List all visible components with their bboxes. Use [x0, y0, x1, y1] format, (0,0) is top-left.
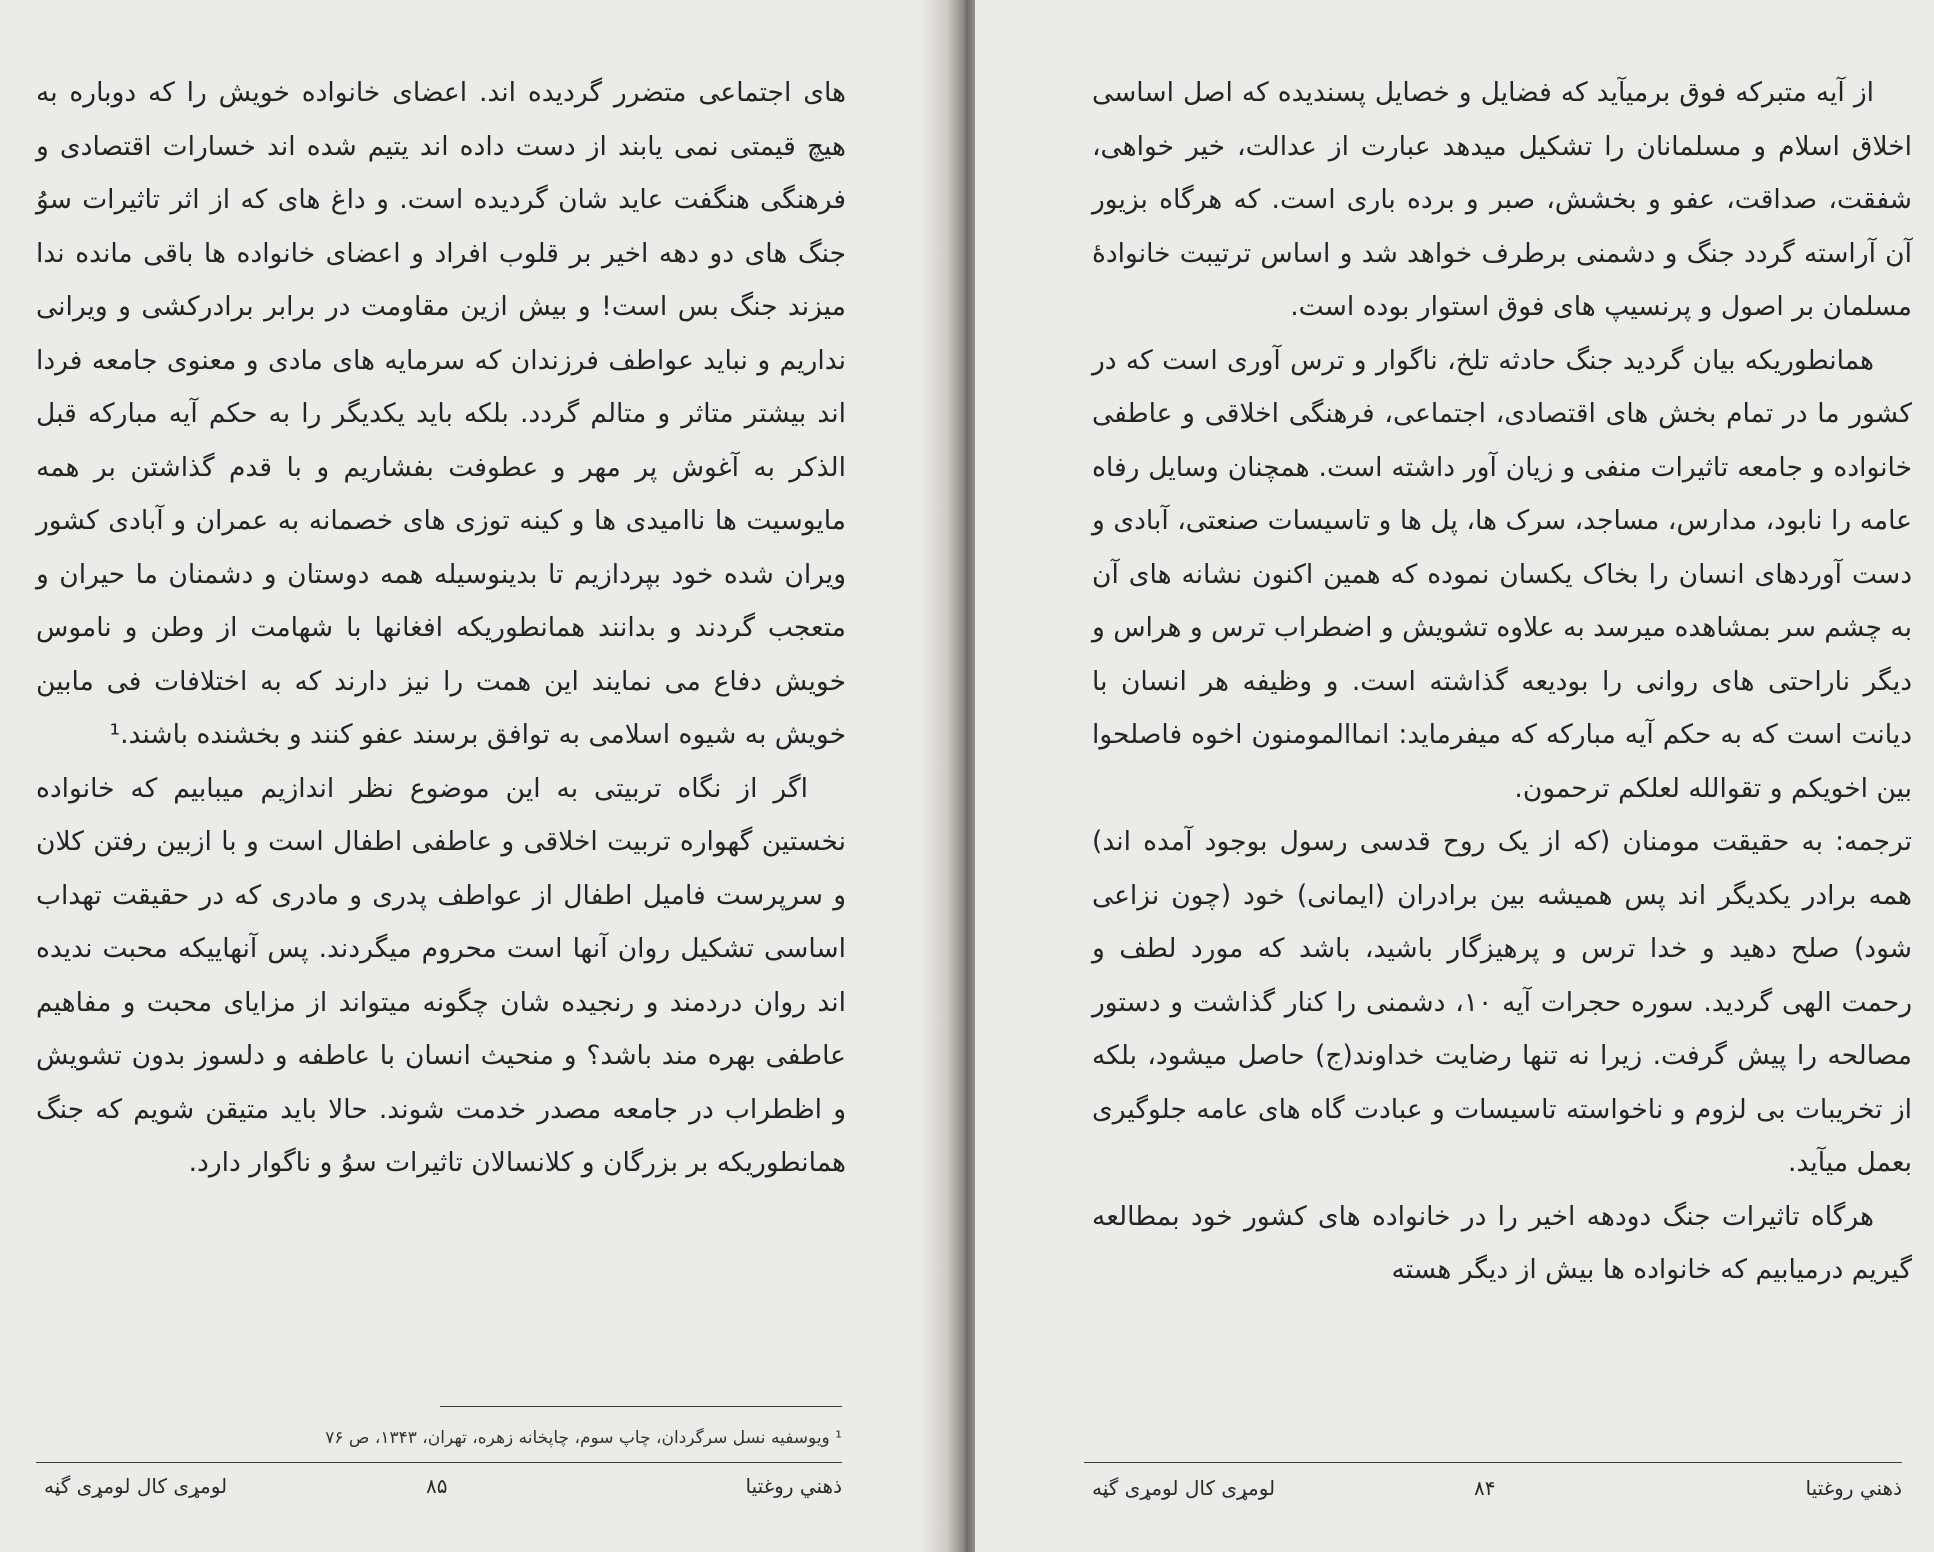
right-page-body: [1092, 66, 1912, 1297]
footnote-rule: [440, 1406, 842, 1407]
left-footer-rule: [36, 1462, 842, 1463]
left-page-body: [36, 66, 846, 1190]
right-paragraph-1: از آیه متبرکه فوق برمیآید که فضایل و خصایل پسندیده که اصل اساسی اخلاق اسلام و مسلمانان را تشکیل میدهد عبارت از عدالت، خیر خواهی، شفقت، صداقت، عفو و بخشش، صبر و برده باری است. که هرگاه بزیور آن آراسته گردد جنگ و دشمنی برطرف خواهد شد و اساس ترتیبت خانوادهٔ مسلمان بر اصول و پرنسیپ های فوق استوار بوده است.: [1092, 77, 1912, 322]
left-paragraph-1: های اجتماعی متضرر گردیده اند. اعضای خانواده خویش را که دوباره به هیچ قیمتی نمی یابند از دست داده اند یتیم شده اند خسارات اقتصادی و فرهنگی هنگفت عاید شان گردیده است. و داغ های که از اثر تاثیرات سوُ جنگ های دو دهه اخیر بر قلوب افراد و اعضای خانواده ها باقی مانده ندا میزند جنگ بس است! و بیش ازین مقاومت در برابر برادرکشی و ویرانی نداریم و نباید عواطف فرزندان که سرمایه های مادی و معنوی جامعه فردا اند بیشتر متاثر و متالم گردد. بلکه باید یکدیگر را به حکم آیه مبارکه قبل الذکر به آغوش پر مهر و عطوفت بفشاریم و با قدم گذاشتن بر همه مایوسیت ها ناامیدی ها و کینه توزی های خصمانه به عمران و آبادی کشور ویران شده خود بپردازیم تا بدینوسیله همه دوستان و دشمنان ما حیران و متعجب گردند و بدانند همانطوریکه افغانها با شهامت از وطن و ناموس خویش دفاع می نمایند این همت را نیز دارند که به اختلافات فی مابین خویش به شیوه اسلامی به توافق برسند عفو کنند و بخشنده باشند.¹: [36, 77, 846, 750]
left-page: [0, 0, 950, 1552]
right-footer: [1084, 1476, 1902, 1506]
left-footer-journal: ذهني روغتيا: [745, 1474, 842, 1498]
right-footer-title: لومړی کال لومړی گڼه: [1092, 1476, 1276, 1500]
right-footer-journal: ذهني روغتيا: [1805, 1476, 1902, 1500]
footnote: ¹ ویوسفیه نسل سرگردان، چاپ سوم، چاپخانه زهره، تهران، ۱۳۴۳، ص ۷۶: [325, 1428, 842, 1448]
right-page-number: ۸۴: [1474, 1476, 1496, 1500]
right-footer-rule: [1084, 1462, 1902, 1463]
left-footer-title: لومړی کال لومړی گڼه: [44, 1474, 228, 1498]
left-footer: [36, 1474, 842, 1504]
left-page-number: ۸۵: [426, 1474, 448, 1498]
right-paragraph-3: ترجمه: به حقیقت مومنان (که از یک روح قدسی رسول بوجود آمده اند) همه برادر یکدیگر اند پس همیشه بین برادران (ایمانی) خود (چون نزاعی شود) صلح دهید و خدا ترس و پرهیزگار باشید، باشد که مورد لطف و رحمت الهی گردید. سوره حجرات آیه ۱۰، دشمنی را کنار گذاشت و دستور مصالحه را پیش گرفت. زیرا نه تنها رضایت خداوند(ج) حاصل میشود، بلکه از تخریبات بی لزوم و ناخواسته تاسیسات و عبادت گاه های عامه جلوگیری بعمل میآید.: [1092, 826, 1912, 1178]
left-paragraph-2: اگر از نگاه تربیتی به این موضوع نظر اندازیم میبابیم که خانواده نخستین گهواره تربیت اخلاقی و عاطفی اطفال است و با ازبین رفتن کلان و سرپرست فامیل اطفال از عواطف پدری و مادری که در حقیقت تهداب اساسی تشکیل روان آنها است محروم میگردند. پس آنهاییکه محبت ندیده اند روان دردمند و رنجیده شان چگونه میتواند از مزایای محبت و مفاهیم عاطفی بهره مند باشد؟ و منحیث انسان با عاطفه و دلسوز بدون تشویش و اظطراب در جامعه مصدر خدمت شوند. حالا باید متیقن شویم که جنگ همانطوریکه بر بزرگان و کلانسالان تاثیرات سوُ و ناگوار دارد.: [36, 772, 846, 1178]
right-paragraph-4: هرگاه تاثیرات جنگ دودهه اخیر را در خانواده های کشور خود بمطالعه گیریم درمیابیم که خانواده ها بیش از دیگر هسته: [1092, 1200, 1912, 1285]
right-paragraph-2: همانطوریکه بیان گردید جنگ حادثه تلخ، ناگوار و ترس آوری است که در کشور ما در تمام بخش های اقتصادی، اجتماعی، فرهنگی اخلاقی و عاطفی خانواده و جامعه تاثیرات منفی و زیان آور داشته است. همچنان وسایل رفاه عامه را نابود، مدارس، مساجد، سرک ها، پل ها و تاسیسات صنعتی، آبادی و دست آوردهای انسان را بخاک یکسان نموده که همین اکنون نشانه های آن به چشم سر بمشاهده میرسد به علاوه تشویش و اضطراب ترس و هراس و دیگر ناراحتی های روانی را بودیعه گذاشته است. و وظیفه هر انسان با دیانت است که به حکم آیه مبارکه که میفرماید: انماالمومنون اخوه فاصلحوا بین اخویکم و تقوالله لعلکم ترحمون.: [1091, 344, 1912, 804]
